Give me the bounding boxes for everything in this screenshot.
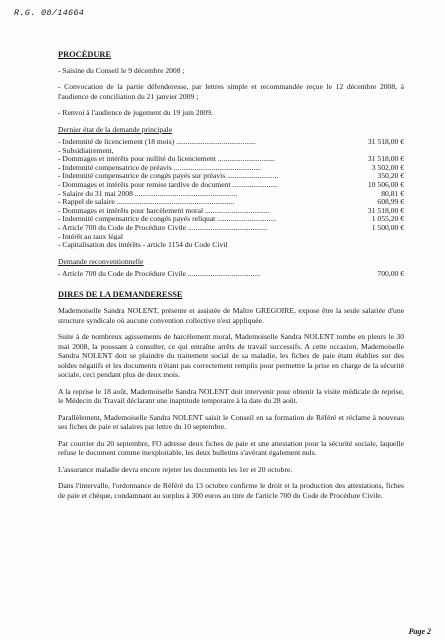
demand-label: - Salaire du 31 mai 2008 ...................................................... (58, 188, 238, 198)
demand-row (58, 223, 404, 232)
demand-row (58, 180, 404, 189)
demand-label: - Dommages et intérêts pour remise tardive de document ........................ (58, 179, 278, 189)
dires-heading: DIRES DE LA DEMANDERESSE (58, 289, 183, 299)
demand-label: - Capitalisation des intérêts - article 1154 du Code Civil (58, 240, 228, 249)
page-number: Page 2 (408, 627, 431, 636)
demand-amount (401, 232, 404, 241)
procedure-heading: PROCÉDURE (58, 50, 112, 59)
procedure-item: - Saisine du Conseil le 9 décembre 2008 ; (58, 65, 185, 75)
demand-row (58, 137, 404, 146)
demand-row (58, 163, 404, 172)
demand-row (58, 214, 404, 223)
demand-amount: 80,81 € (381, 188, 404, 198)
demande-reconventionnelle-list (58, 269, 404, 278)
demand-label: - Rappel de salaire .............................................................. (58, 197, 235, 206)
demand-label: - Subsidiairement, (58, 145, 114, 155)
demand-amount (401, 240, 404, 249)
demand-amount: 1 500,00 € (371, 222, 404, 232)
demand-row (58, 232, 404, 241)
demand-label: - Article 700 du Code de Procédure Civile ...................................... (58, 269, 261, 278)
demand-row (58, 146, 404, 155)
demande-principale-list (58, 137, 404, 249)
demand-label: - Indemnité de licenciement (18 mois) .......................................... (58, 137, 256, 146)
demand-label: - Dommages et intérêts pour harcèlement moral .................................. (58, 205, 270, 215)
case-reference: R.G. 08/14664 (14, 8, 85, 18)
dires-paragraph: Parallèlement, Mademoiselle Sandra NOLENT saisit le Conseil en sa formation de Référé et réclame à nouveau ses fiches de paie et salaires par lettre du 10 septembre. (58, 412, 404, 432)
demand-row (58, 197, 404, 206)
demand-label: - Indemnité compensatrice de congés payés reliquat ............................... (58, 214, 277, 223)
demand-row (58, 189, 404, 198)
demande-principale-heading: Dernier état de la demande principale (58, 124, 173, 134)
demand-amount: 31 518,00 € (367, 154, 404, 164)
dires-paragraph: L'assurance maladie devra encore rejeter les documents les 1er et 20 octobre. (58, 464, 293, 474)
demand-label: - Article 700 du Code de Procédure Civile .......................................... (58, 222, 268, 232)
demand-amount (401, 146, 404, 155)
demand-row (58, 154, 404, 163)
demand-amount: 31 518,00 € (367, 137, 404, 146)
demand-amount: 31 518,00 € (367, 205, 404, 215)
dires-paragraph: Dans l'intervalle, l'ordonnance de Référé du 13 octobre confirme le droit et la production des attestations, fiches de paie et chèque, condamnant au surplus à 300 euros au titre de l'article 700 du Code de Procédure Civile. (58, 481, 404, 500)
document-body (58, 50, 404, 507)
dires-paragraph: A la reprise le 18 août, Mademoiselle Sandra NOLENT doit intervenir pour obtenir la visite médicale de reprise, le Médecin du Travail déclarant une inaptitude temporaire à la date du 28 août. (58, 386, 404, 406)
demand-amount: 10 506,00 € (367, 179, 404, 189)
demand-amount: 350,20 € (377, 171, 404, 181)
procedure-item: - Renvoi à l'audience de jugement du 19 juin 2009. (58, 108, 213, 117)
demand-row (58, 240, 404, 249)
demand-row (58, 206, 404, 215)
demand-label: - Indemnité compensatrice de congés payés sur préavis ........................... (58, 171, 279, 180)
procedure-item: - Convocation de la partie défenderesse, par lettres simple et recommandée reçue le 12 décembre 2008, à l'audience de conciliation du 21 janvier 2009 ; (58, 82, 404, 101)
demand-amount: 700,00 € (377, 269, 404, 279)
demand-label: - Intérêt au taux légal (58, 231, 123, 241)
demand-label: - Indemnité compensatrice de préavis .............................................. (58, 162, 262, 172)
dires-paragraph: Suite à de nombreux agissements de harcèlement moral, Mademoiselle Sandra NOLENT tombe en pleurs le 30 mai 2008, la poussant à consulter, ce qui entraîne arrêts de travail successifs. A cette occasion, Mademoiselle Sandra NOLENT doit se plaindre du traitement social de sa maladie, les fiches de paie étant établies sur des soldes négatifs et les documents n'étant pas correctement remplis pour permettre la prise en charge de la sécurité sociale, ceci pendant plus de deux mois. (58, 332, 404, 380)
demand-row (58, 171, 404, 180)
demand-row (58, 269, 404, 278)
demand-amount: 1 055,20 € (371, 214, 404, 224)
dires-paragraph: Par courrier du 20 septembre, FO adresse deux fiches de paie et une attestation pour la sécurité sociale, laquelle refuse le document comme inexploitable, les deux bulletins s'avérant également nuls. (58, 438, 404, 458)
demand-amount: 3 502,00 € (371, 162, 404, 172)
dires-paragraph: Mademoiselle Sandra NOLENT, présente et assistée de Maître GREGOIRE, expose être la seule salariée d'une structure syndicale où aucune convention collective n'est appliquée. (58, 306, 404, 325)
demand-amount: 608,99 € (377, 197, 404, 207)
demand-label: - Dommages et intérêts pour nullité du licenciement .............................. (58, 154, 275, 163)
demande-reconventionnelle-heading: Demande reconventionnelle (58, 256, 144, 266)
